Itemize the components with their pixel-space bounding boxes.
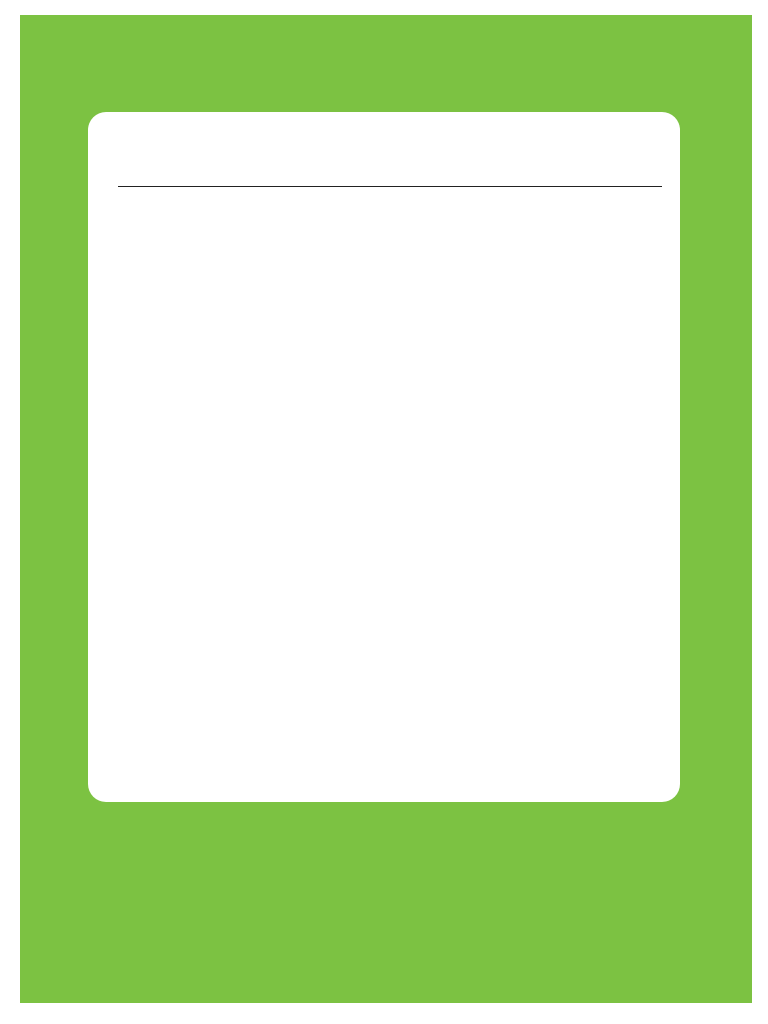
title-divider xyxy=(118,186,662,187)
right-column xyxy=(390,206,686,284)
left-column xyxy=(100,214,380,244)
